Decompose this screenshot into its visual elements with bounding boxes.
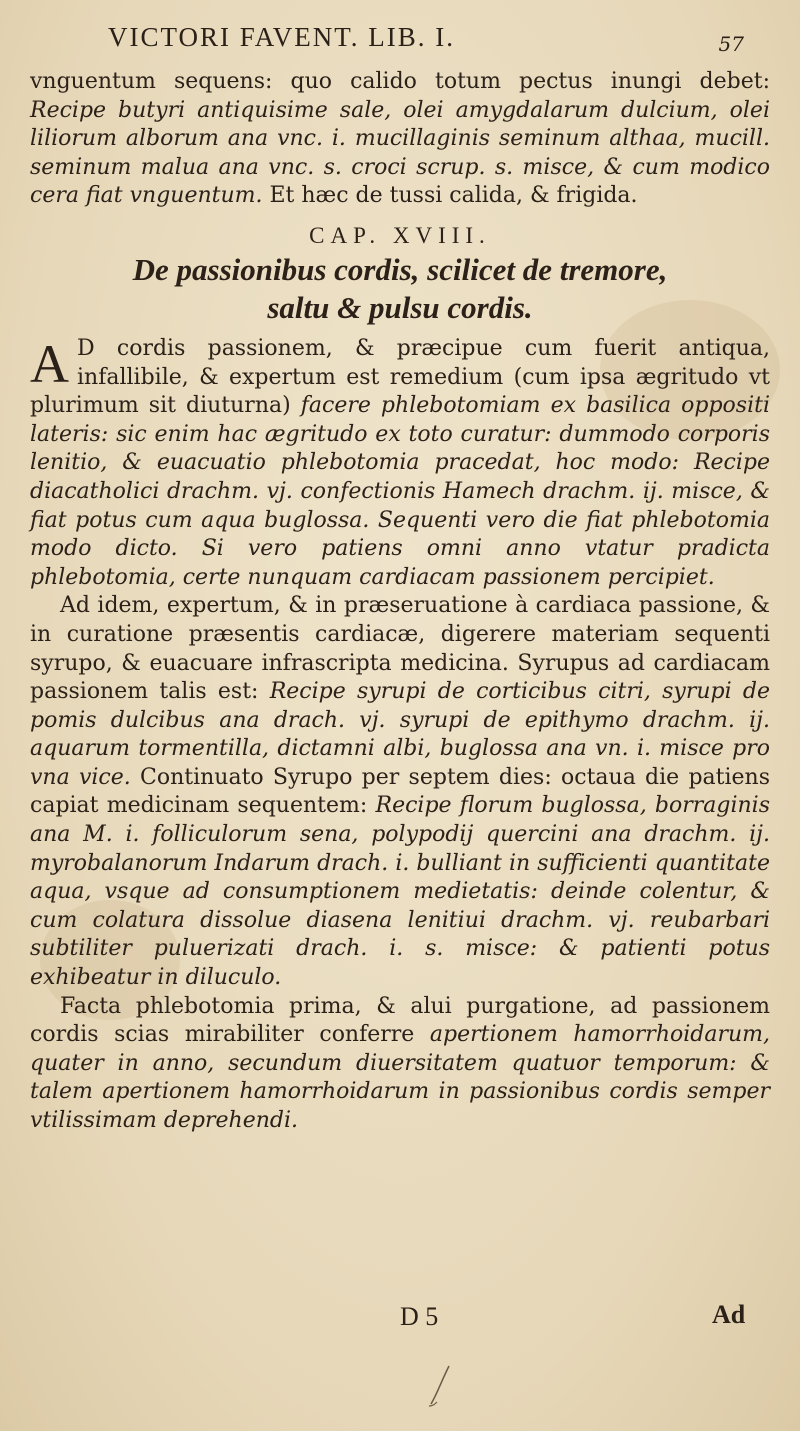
chapter-label: CAP. XVIII. [309,222,491,248]
paragraph-cardiac-passion [30,335,770,592]
ink-scribble-icon [425,1360,455,1410]
text-italic-recipe: apertionem hamorrhoidarum, quater in anno, secundum diuersitatem quatuor temporum: & talem apertionem hamorrhoidarum in passionibus cordis semper vtilissimam deprehendi. [30,1022,771,1133]
paragraph-ointment [30,68,770,211]
text-roman: Continuato Syrupo per septem dies: octaua die patiens capiat medicinam sequentem: [30,764,770,819]
page-number: 57 [718,32,744,56]
page-body [30,68,770,1136]
chapter-heading-line2: saltu & pulsu cordis. [267,289,533,325]
text-italic-recipe: Recipe syrupi de corticibus citri, syrupi de pomis dulcibus ana drach. vj. syrupi de epithymo drachm. ij. aquarum tormentilla, dictamni albi, buglossa ana vn. i. misce pro vna vice. [30,679,770,790]
catchword: Ad [712,1300,746,1329]
text-italic-recipe: Recipe florum buglossa, borraginis ana M. i. folliculorum sena, polypodij quercini ana drachm. ij. myrobalanorum Indarum drach. i. bulliant in sufficienti quantitate aqua, vsque ad consumptionem medietatis: deinde colentur, & cum colatura dissolue diasena lenitiui drachm. vj. reubarbari subtiliter puluerizati drach. i. s. misce: & patienti potus exhibeatur in diluculo. [30,793,770,991]
paragraph-syrup [30,592,770,992]
chapter-heading-line1: De passionibus cordis, scilicet de tremore, [132,251,668,287]
running-header [108,22,744,62]
text-roman: Facta phlebotomia prima, & alui purgatione, ad passionem cordis scias mirabiliter conferre [30,993,770,1048]
text-roman: Ad idem, expertum, & in præseruatione à cardiaca passione, & in curatione præsentis cardiacæ, digerere materiam sequenti syrupo, & euacuare infrascripta medicina. Syrupus ad cardiacam passionem talis est: [30,593,770,705]
running-title: VICTORI FAVENT. LIB. I. [108,22,455,52]
chapter-heading [30,251,770,327]
text-roman: Et hæc de tussi calida, & frigida. [262,183,638,209]
text-roman: D cordis passionem, & præcipue cum fuerit antiqua, infallibile, & expertum est remedium (cum ipsa ægritudo vt plurimum sit diuturna) [30,335,770,419]
signature-mark: D 5 [400,1302,439,1331]
drop-cap: A [30,333,69,394]
text-italic-recipe: facere phlebotomiam ex basilica oppositi lateris: sic enim hac ægritudo ex toto curatur: dummodo corporis lenitio, & euacuatio phlebotomia pracedat, hoc modo: Recipe diacatholici drachm. vj. confectionis Hamech drachm. ij. misce, & fiat potus cum aqua buglossa. Sequenti vero die fiat phlebotomia modo dicto. Si vero patiens omni anno vtatur pradicta phlebotomia, certe nunquam cardiacam passionem percipiet. [30,393,771,590]
text-roman: vnguentum sequens: quo calido totum pectus inungi debet: [30,69,770,94]
paragraph-hemorrhoids [30,993,770,1136]
text-italic-recipe: Recipe butyri antiquisime sale, olei amygdalarum dulcium, olei liliorum alborum ana vnc. i. mucillaginis seminum althaa, mucill. seminum malua ana vnc. s. croci scrup. s. misce, & cum modico cera fiat vnguentum. [30,97,770,209]
